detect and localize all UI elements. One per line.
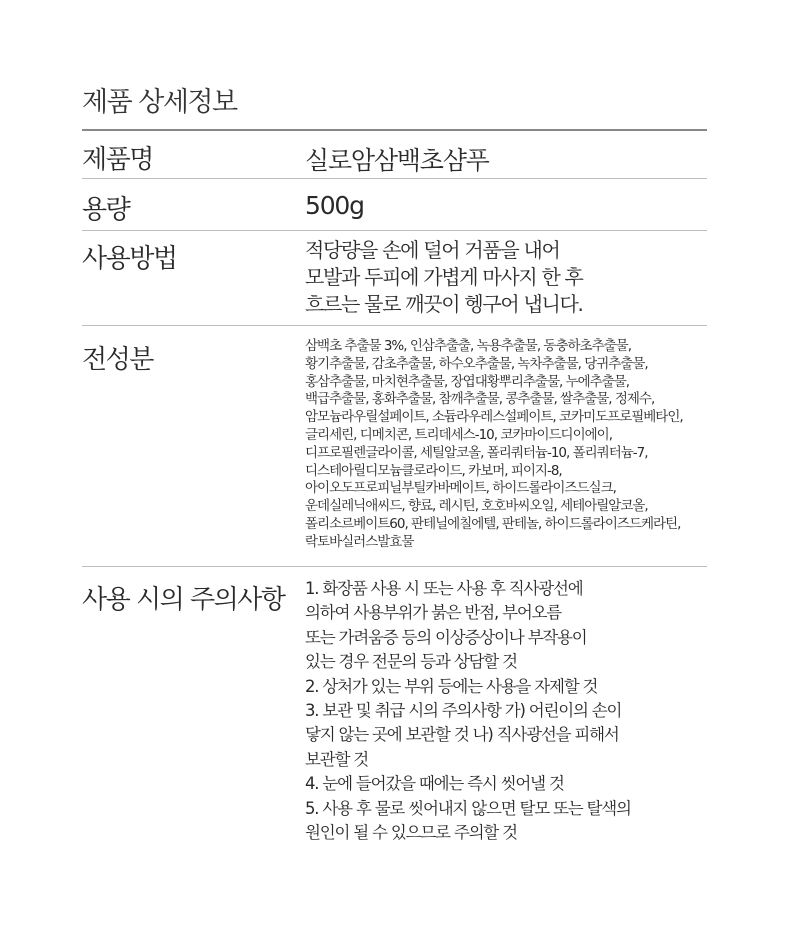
volume-label: 용량 <box>82 195 130 225</box>
page-title: 제품 상세정보 <box>82 87 237 118</box>
row-ingredients <box>82 326 707 567</box>
ingredients-line: 홍삼추출물, 마치현추출물, 장엽대황뿌리추출물, 누에추출물, <box>305 373 630 390</box>
ingredients-line: 암모늄라우릴설페이트, 소듐라우레스설페이트, 코카미도프로필베타인, <box>305 409 683 426</box>
volume-value: 500g <box>305 191 364 220</box>
caution-text <box>305 577 631 845</box>
caution-line: 3. 보관 및 취급 시의 주의사항 가) 어린이의 손이 <box>305 701 622 721</box>
row-product-name <box>82 131 707 179</box>
row-volume <box>82 179 707 231</box>
product-name-label: 제품명 <box>82 145 153 175</box>
ingredients-line: 디프로필렌글라이콜, 세틸알코올, 폴리쿼터늄-10, 폴리쿼터늄-7, <box>305 444 648 461</box>
caution-line: 닿지 않는 곳에 보관할 것 나) 직사광선을 피해서 <box>305 725 619 745</box>
ingredients-line: 운데실레닉애씨드, 향료, 레시틴, 호호바씨오일, 세테아릴알코올, <box>305 498 648 515</box>
usage-line: 모발과 두피에 가볍게 마사지 한 후 <box>305 265 583 289</box>
usage-line: 적당량을 손에 덜어 거품을 내어 <box>305 238 560 262</box>
caution-line: 5. 사용 후 물로 씻어내지 않으면 탈모 또는 탈색의 <box>305 798 631 818</box>
caution-line: 또는 가려움증 등의 이상증상이나 부작용이 <box>305 627 587 647</box>
ingredients-label: 전성분 <box>82 345 153 375</box>
ingredients-line: 백급추출물, 홍화추출물, 참깨추출물, 콩추출물, 쌀추출물, 정제수, <box>305 391 655 408</box>
usage-label: 사용방법 <box>82 244 177 274</box>
caution-label: 사용 시의 주의사항 <box>82 585 285 615</box>
ingredients-line: 디스테아릴디모늄클로라이드, 카보머, 피이지-8, <box>305 462 562 479</box>
caution-line: 의하여 사용부위가 붉은 반점, 부어오름 <box>305 603 562 623</box>
ingredients-line: 아이오도프로피닐부틸카바메이트, 하이드롤라이즈드실크, <box>305 480 616 497</box>
ingredients-line: 폴리소르베이트60, 판테닐에칠에텔, 판테놀, 하이드롤라이즈드케라틴, <box>305 515 681 532</box>
ingredients-line: 황기추출물, 감초추출물, 하수오추출물, 녹차추출물, 당귀추출물, <box>305 355 648 372</box>
caution-line: 보관할 것 <box>305 749 369 769</box>
usage-text <box>305 237 583 318</box>
caution-line: 1. 화장품 사용 시 또는 사용 후 직사광선에 <box>305 579 583 598</box>
caution-line: 2. 상처가 있는 부위 등에는 사용을 자제할 것 <box>305 676 598 696</box>
caution-line: 있는 경우 전문의 등과 상담할 것 <box>305 652 517 672</box>
row-caution <box>82 567 707 857</box>
ingredients-line: 락토바실러스발효물 <box>305 533 414 550</box>
ingredients-line: 글리세린, 디메치콘, 트리데세스-10, 코카마이드디이에이, <box>305 426 612 443</box>
row-usage <box>82 231 707 326</box>
usage-line: 흐르는 물로 깨끗이 헹구어 냅니다. <box>305 292 583 316</box>
product-name-value: 실로암삼백초샴푸 <box>305 146 489 175</box>
ingredients-line: 삼백초 추출물 3%, 인삼추출출, 녹용추출물, 동충하초추출물, <box>305 338 631 354</box>
caution-line: 원인이 될 수 있으므로 주의할 것 <box>305 823 517 843</box>
ingredients-text <box>305 338 683 552</box>
caution-line: 4. 눈에 들어갔을 때에는 즉시 씻어낼 것 <box>305 774 564 794</box>
